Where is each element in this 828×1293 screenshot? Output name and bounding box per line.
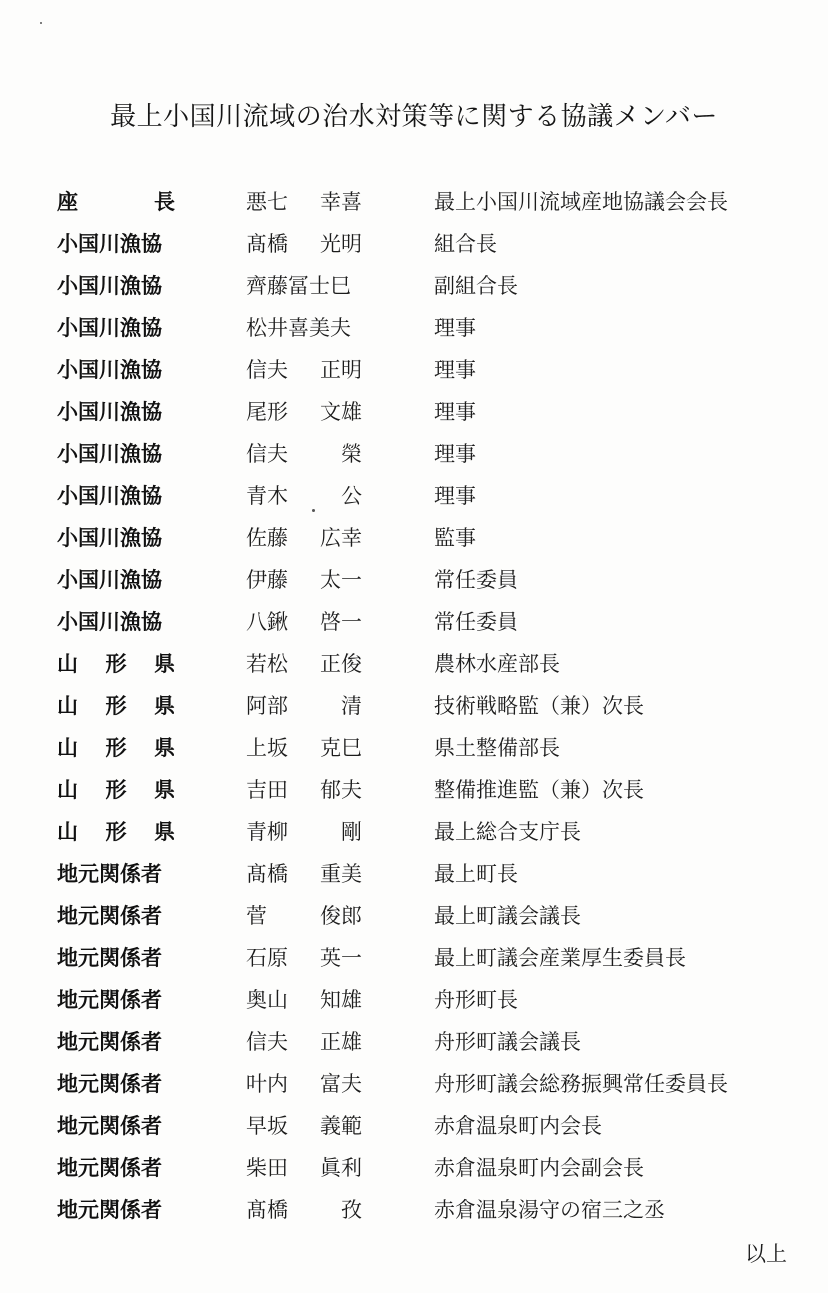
member-role: 舟形町議会議長 xyxy=(434,1030,581,1054)
member-row xyxy=(0,938,828,980)
member-row xyxy=(0,812,828,854)
organization-text: 山 xyxy=(57,778,78,802)
member-role: 最上小国川流域産地協議会会長 xyxy=(434,190,728,214)
member-roster xyxy=(0,182,828,1232)
member-name xyxy=(246,564,362,594)
member-role: 理事 xyxy=(434,316,476,340)
given-name: 眞利 xyxy=(320,1156,362,1180)
organization-text: 県 xyxy=(154,820,175,844)
family-name: 伊藤 xyxy=(246,568,288,592)
member-name xyxy=(246,1026,362,1056)
member-organization xyxy=(57,774,175,804)
family-name: 松井喜美夫 xyxy=(246,316,351,340)
given-name: 郁夫 xyxy=(320,778,362,802)
member-row xyxy=(0,476,828,518)
member-name xyxy=(246,522,362,552)
family-name: 吉田 xyxy=(246,778,288,802)
organization-text: 県 xyxy=(154,778,175,802)
member-role: 舟形町議会総務振興常任委員長 xyxy=(434,1072,728,1096)
given-name: 正雄 xyxy=(320,1030,362,1054)
member-organization xyxy=(57,186,175,216)
family-name: 菅 xyxy=(246,904,267,928)
member-role: 理事 xyxy=(434,358,476,382)
family-name: 青柳 xyxy=(246,820,288,844)
organization-text: 小国川漁協 xyxy=(57,442,162,466)
member-organization xyxy=(57,228,175,258)
member-name xyxy=(246,858,362,888)
member-organization xyxy=(57,1110,175,1140)
member-name xyxy=(246,186,362,216)
member-role: 最上町議会議長 xyxy=(434,904,581,928)
organization-text: 県 xyxy=(154,694,175,718)
organization-text: 地元関係者 xyxy=(57,988,162,1012)
organization-text: 地元関係者 xyxy=(57,1198,162,1222)
member-role: 赤倉温泉町内会長 xyxy=(434,1114,602,1138)
family-name: 髙橋 xyxy=(246,862,288,886)
member-role: 技術戦略監（兼）次長 xyxy=(434,694,644,718)
given-name: 正俊 xyxy=(320,652,362,676)
member-row xyxy=(0,1148,828,1190)
member-organization xyxy=(57,522,175,552)
member-role: 組合長 xyxy=(434,232,497,256)
family-name: 奥山 xyxy=(246,988,288,1012)
closing-mark: 以上 xyxy=(745,1242,787,1266)
organization-text: 地元関係者 xyxy=(57,1114,162,1138)
member-organization xyxy=(57,312,175,342)
organization-text: 形 xyxy=(105,820,127,844)
member-organization xyxy=(57,648,175,678)
member-role: 赤倉温泉湯守の宿三之丞 xyxy=(434,1198,665,1222)
given-name: 公 xyxy=(341,484,362,508)
scan-speck xyxy=(312,509,315,512)
family-name: 青木 xyxy=(246,484,288,508)
family-name: 尾形 xyxy=(246,400,288,424)
member-name xyxy=(246,1194,362,1224)
member-role: 理事 xyxy=(434,442,476,466)
member-role: 監事 xyxy=(434,526,476,550)
member-organization xyxy=(57,480,175,510)
member-name xyxy=(246,312,362,342)
given-name: 啓一 xyxy=(320,610,362,634)
member-name xyxy=(246,228,362,258)
given-name: 光明 xyxy=(320,232,362,256)
organization-text: 長 xyxy=(154,190,175,214)
given-name: 幸喜 xyxy=(320,190,362,214)
member-row xyxy=(0,350,828,392)
member-name xyxy=(246,480,362,510)
member-organization xyxy=(57,1152,175,1182)
organization-text: 山 xyxy=(57,694,78,718)
member-organization xyxy=(57,606,175,636)
member-role: 農林水産部長 xyxy=(434,652,560,676)
member-organization xyxy=(57,858,175,888)
family-name: 髙橋 xyxy=(246,232,288,256)
family-name: 齊藤冨士巳 xyxy=(246,274,351,298)
member-role: 整備推進監（兼）次長 xyxy=(434,778,644,802)
member-name xyxy=(246,900,362,930)
member-name xyxy=(246,690,362,720)
member-organization xyxy=(57,1194,175,1224)
organization-text: 地元関係者 xyxy=(57,862,162,886)
member-row xyxy=(0,686,828,728)
member-role: 常任委員 xyxy=(434,568,518,592)
member-name xyxy=(246,1110,362,1140)
member-row xyxy=(0,518,828,560)
family-name: 信夫 xyxy=(246,358,288,382)
family-name: 八鍬 xyxy=(246,610,288,634)
document-title: 最上小国川流域の治水対策等に関する協議メンバー xyxy=(110,102,718,132)
family-name: 早坂 xyxy=(246,1114,288,1138)
organization-text: 山 xyxy=(57,652,78,676)
member-role: 舟形町長 xyxy=(434,988,518,1012)
given-name: 榮 xyxy=(341,442,362,466)
member-organization xyxy=(57,732,175,762)
organization-text: 山 xyxy=(57,736,78,760)
member-row xyxy=(0,224,828,266)
given-name: 文雄 xyxy=(320,400,362,424)
given-name: 広幸 xyxy=(320,526,362,550)
given-name: 知雄 xyxy=(320,988,362,1012)
member-role: 県土整備部長 xyxy=(434,736,560,760)
member-role: 赤倉温泉町内会副会長 xyxy=(434,1156,644,1180)
organization-text: 山 xyxy=(57,820,78,844)
member-name xyxy=(246,942,362,972)
member-organization xyxy=(57,816,175,846)
organization-text: 県 xyxy=(154,736,175,760)
member-row xyxy=(0,392,828,434)
family-name: 阿部 xyxy=(246,694,288,718)
family-name: 佐藤 xyxy=(246,526,288,550)
family-name: 柴田 xyxy=(246,1156,288,1180)
member-organization xyxy=(57,942,175,972)
family-name: 髙橋 xyxy=(246,1198,288,1222)
organization-text: 形 xyxy=(105,694,127,718)
family-name: 上坂 xyxy=(246,736,288,760)
member-name xyxy=(246,984,362,1014)
member-organization xyxy=(57,270,175,300)
given-name: 重美 xyxy=(320,862,362,886)
member-row xyxy=(0,1064,828,1106)
given-name: 克巳 xyxy=(320,736,362,760)
organization-text: 小国川漁協 xyxy=(57,358,162,382)
member-organization xyxy=(57,396,175,426)
organization-text: 地元関係者 xyxy=(57,1156,162,1180)
member-row xyxy=(0,1190,828,1232)
member-name xyxy=(246,438,362,468)
member-row xyxy=(0,560,828,602)
member-name xyxy=(246,1068,362,1098)
member-row xyxy=(0,896,828,938)
given-name: 富夫 xyxy=(320,1072,362,1096)
member-organization xyxy=(57,984,175,1014)
given-name: 英一 xyxy=(320,946,362,970)
member-name xyxy=(246,774,362,804)
member-organization xyxy=(57,564,175,594)
member-row xyxy=(0,980,828,1022)
member-name xyxy=(246,354,362,384)
organization-text: 座 xyxy=(57,190,78,214)
given-name: 清 xyxy=(341,694,362,718)
member-row xyxy=(0,1106,828,1148)
member-row xyxy=(0,770,828,812)
member-organization xyxy=(57,1026,175,1056)
member-row xyxy=(0,644,828,686)
member-name xyxy=(246,648,362,678)
organization-text: 形 xyxy=(105,736,127,760)
organization-text: 小国川漁協 xyxy=(57,274,162,298)
member-row xyxy=(0,728,828,770)
organization-text: 小国川漁協 xyxy=(57,568,162,592)
member-organization xyxy=(57,354,175,384)
member-role: 常任委員 xyxy=(434,610,518,634)
member-role: 理事 xyxy=(434,484,476,508)
member-role: 最上町長 xyxy=(434,862,518,886)
organization-text: 小国川漁協 xyxy=(57,610,162,634)
family-name: 石原 xyxy=(246,946,288,970)
organization-text: 小国川漁協 xyxy=(57,400,162,424)
given-name: 正明 xyxy=(320,358,362,382)
scan-speck xyxy=(40,22,42,24)
member-name xyxy=(246,396,362,426)
member-name xyxy=(246,1152,362,1182)
family-name: 悪七 xyxy=(246,190,288,214)
member-row xyxy=(0,602,828,644)
given-name: 義範 xyxy=(320,1114,362,1138)
member-name xyxy=(246,606,362,636)
organization-text: 形 xyxy=(105,778,127,802)
member-organization xyxy=(57,438,175,468)
member-row xyxy=(0,308,828,350)
member-row xyxy=(0,434,828,476)
organization-text: 地元関係者 xyxy=(57,1030,162,1054)
organization-text: 小国川漁協 xyxy=(57,526,162,550)
family-name: 叶内 xyxy=(246,1072,288,1096)
member-role: 副組合長 xyxy=(434,274,518,298)
organization-text: 地元関係者 xyxy=(57,1072,162,1096)
given-name: 太一 xyxy=(320,568,362,592)
organization-text: 地元関係者 xyxy=(57,946,162,970)
member-organization xyxy=(57,900,175,930)
member-row xyxy=(0,266,828,308)
family-name: 信夫 xyxy=(246,1030,288,1054)
given-name: 俊郎 xyxy=(320,904,362,928)
organization-text: 県 xyxy=(154,652,175,676)
organization-text: 小国川漁協 xyxy=(57,316,162,340)
family-name: 信夫 xyxy=(246,442,288,466)
member-organization xyxy=(57,690,175,720)
organization-text: 小国川漁協 xyxy=(57,232,162,256)
member-role: 理事 xyxy=(434,400,476,424)
member-row xyxy=(0,1022,828,1064)
member-name xyxy=(246,732,362,762)
family-name: 若松 xyxy=(246,652,288,676)
member-role: 最上町議会産業厚生委員長 xyxy=(434,946,686,970)
given-name: 孜 xyxy=(341,1198,362,1222)
member-row xyxy=(0,854,828,896)
member-row xyxy=(0,182,828,224)
member-organization xyxy=(57,1068,175,1098)
member-name xyxy=(246,816,362,846)
member-name xyxy=(246,270,362,300)
member-role: 最上総合支庁長 xyxy=(434,820,581,844)
organization-text: 形 xyxy=(105,652,127,676)
organization-text: 地元関係者 xyxy=(57,904,162,928)
organization-text: 小国川漁協 xyxy=(57,484,162,508)
given-name: 剛 xyxy=(341,820,362,844)
